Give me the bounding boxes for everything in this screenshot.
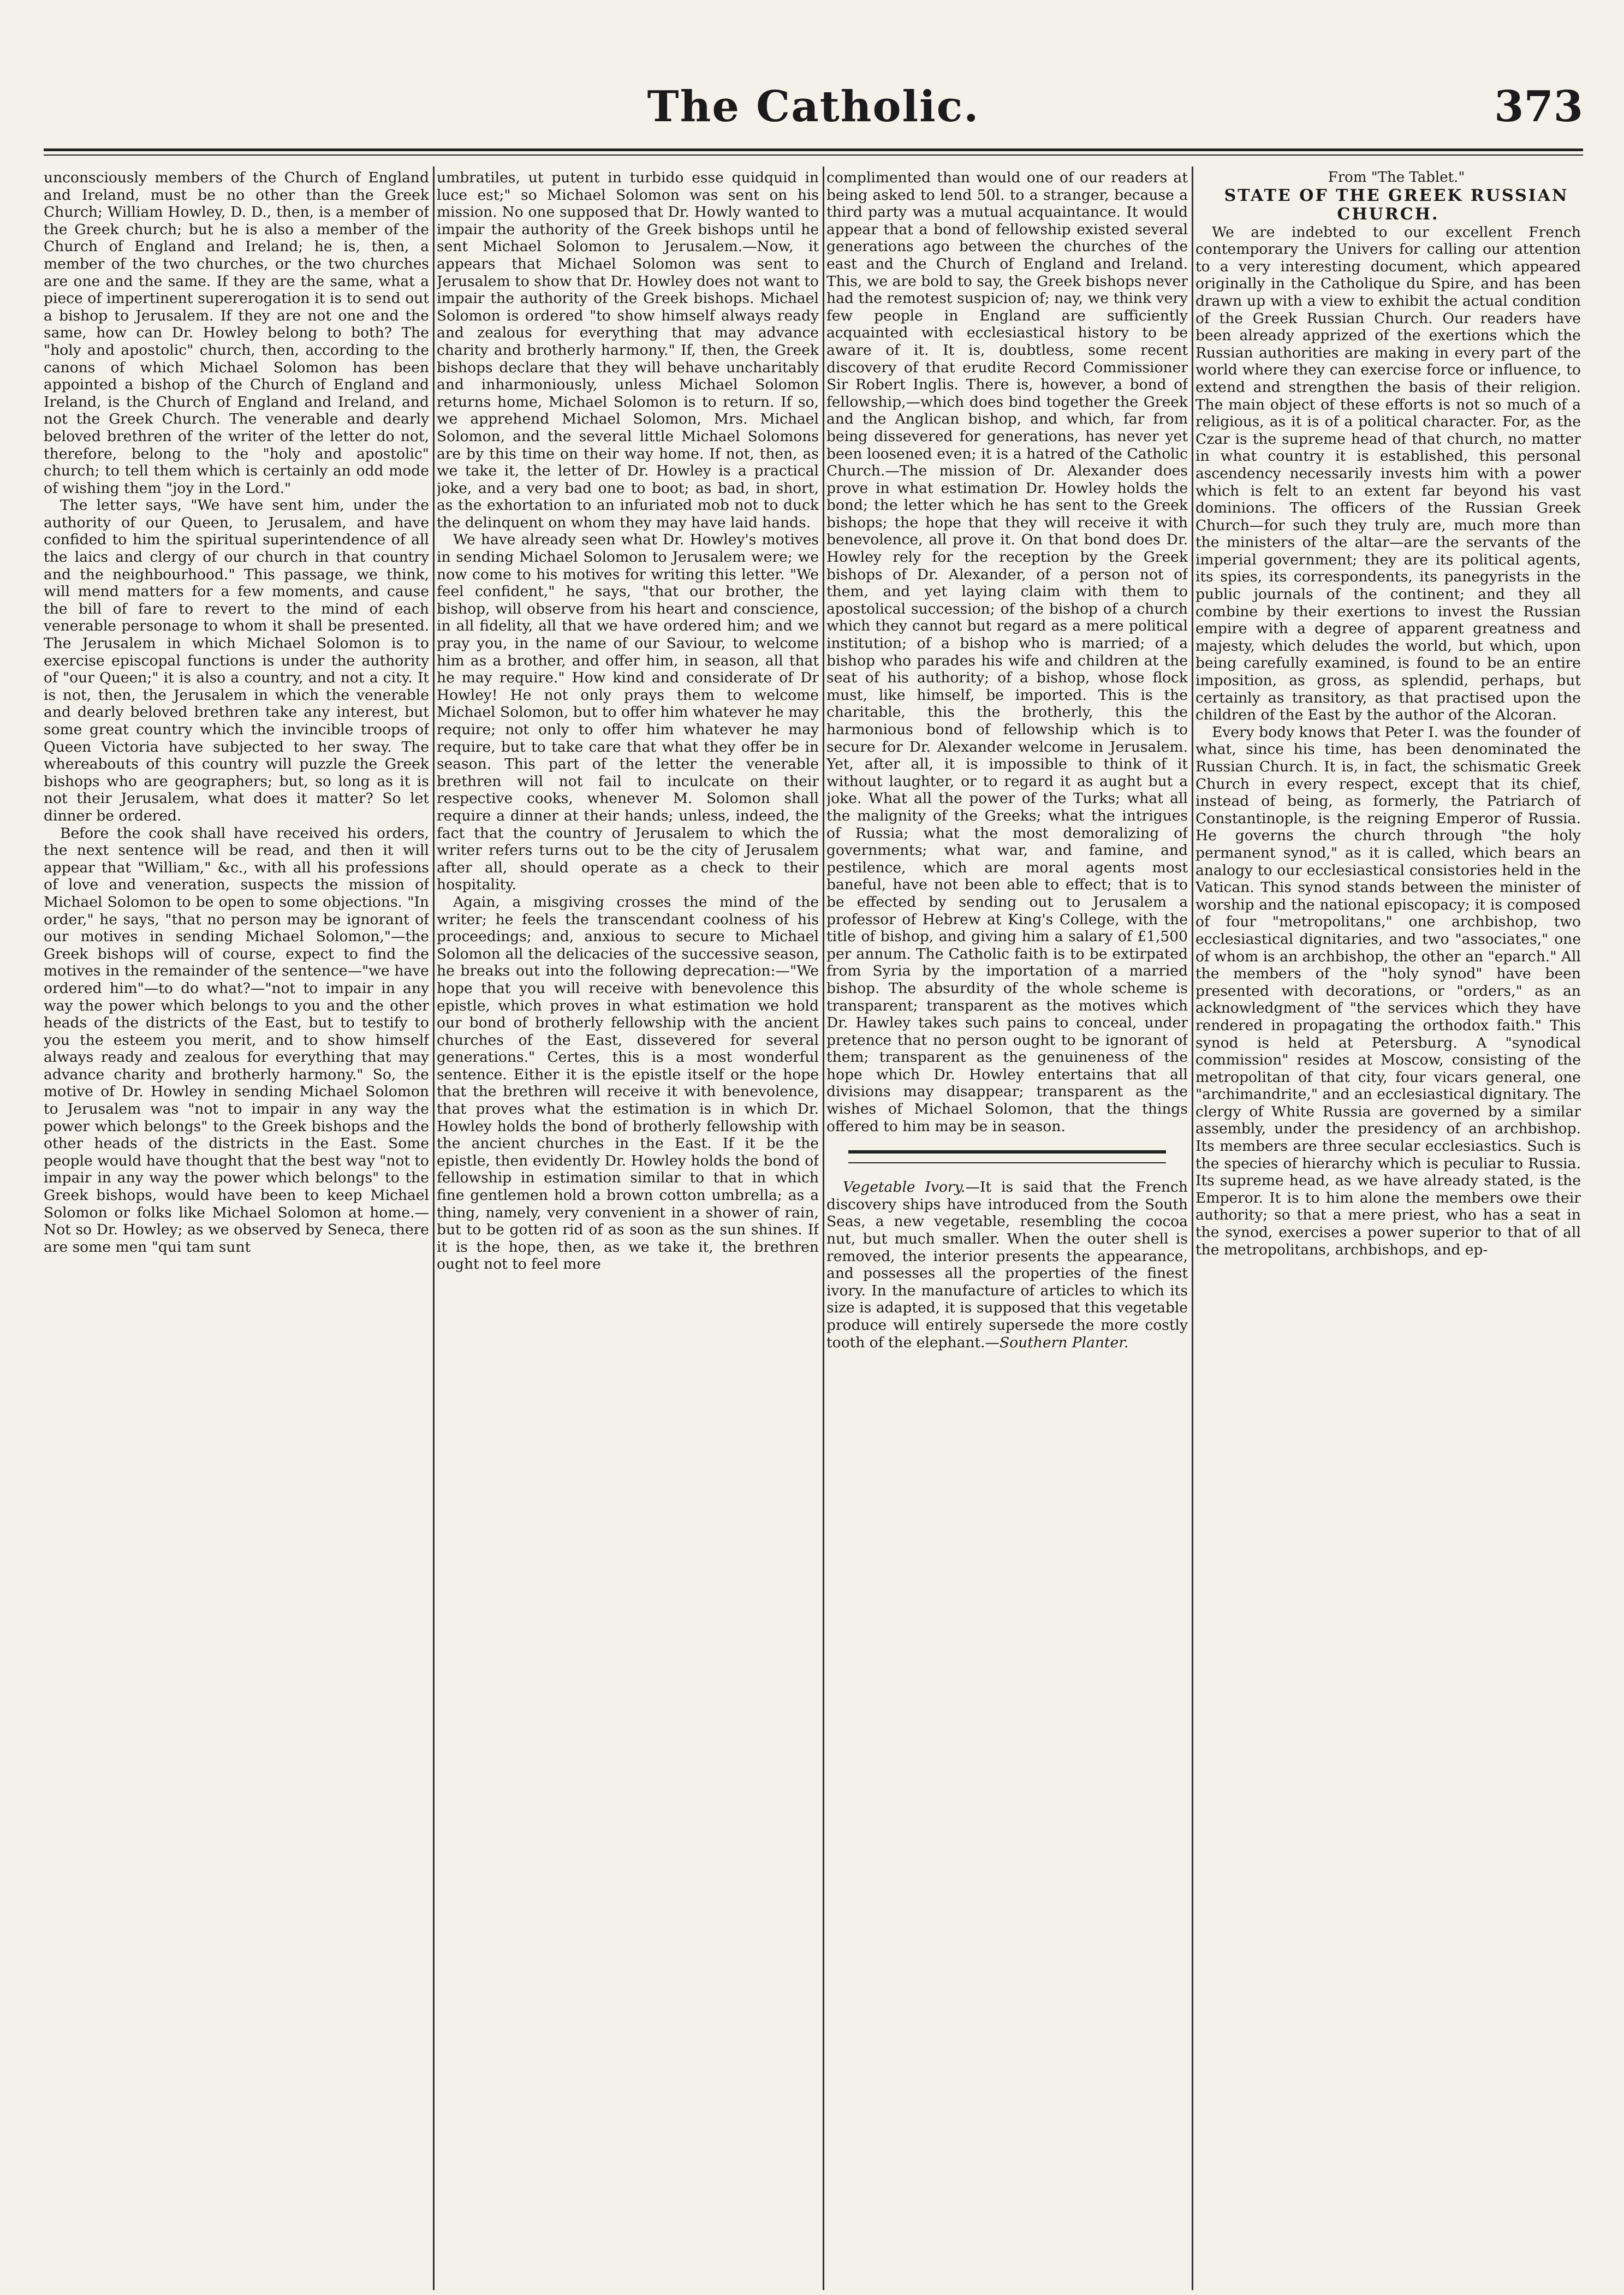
header-rule-thick	[44, 148, 1583, 151]
note-text: —It is said that the French discovery ships have introduced from the South Seas, a new vegetable, resembling the cocoa nut, but much smaller. When the outer shell is removed, the interior presents the appearance, and possesses all the properties of the finest ivory. In the manufacture of articles to which its size is adapted, it is supposed that this vegetable produce will entirely supersede the more costly tooth of the elephant.—	[826, 1179, 1188, 1351]
paragraph: The letter says, "We have sent him, under the authority of our Queen, to Jerusalem, and have confided to him the spiritual superintendence of all the laics and clergy of our church in that country and the neighbourhood." This passage, we think, will mend matters for a few moments, and cause the bill of fare to revert to the mind of each venerable personage to whom it shall be presented. The Jerusalem in which Michael Solomon is to exercise episcopal functions is under the authority of "our Queen;" it is also a country, and not a city. It is not, then, the Jerusalem in which the venerable and dearly beloved brethren take any interest, but some great country which the invincible troops of Queen Victoria have subjected to her sway. The whereabouts of this country will puzzle the Greek bishops who are geographers; but, so long as it is not their Jerusalem, what does it matter? So let dinner be ordered.	[44, 497, 429, 824]
page-number: 373	[1494, 82, 1583, 132]
paragraph: We are indebted to our excellent French contemporary the Univers for calling our attention to a very interesting document, which appeared originally in the Catholique du Spire, and has been drawn up with a view to exhibit the actual condition of the Greek Russian Church. Our readers have been already apprized of the exertions which the Russian authorities are making in every part of the world where they can exercise force or influence, to extend and strengthen the basis of their religion. The main object of these efforts is not so much of a religious, as it is of a political character. For, as the Czar is the supreme head of that church, no matter in what country it is established, this personal ascendency necessarily invests him with a power which is felt to an extent far beyond his vast dominions. The officers of the Russian Greek Church—for such they truly are, much more than the ministers of the altar—are the servants of the imperial government; they are its political agents, its spies, its correspondents, its panegyrists in the public journals of the continent; and they all combine by their exertions to invest the Russian empire with a degree of apparent greatness and majesty, which deludes the world, but which, upon being carefully examined, is found to be an entire imposition, as gross, as splendid, perhaps, but certainly as transitory, as that practised upon the children of the East by the author of the Alcoran.	[1195, 223, 1581, 724]
column-4	[1195, 169, 1581, 2287]
column-divider	[1192, 167, 1193, 2290]
paragraph: Before the cook shall have received his orders, the next sentence will be read, and then it will appear that "William," &c., with all his professions of love and veneration, suspects the mission of Michael Solomon to be open to some objections. "In order," he says, "that no person may be ignorant of our motives in sending Michael Solomon,"—the Greek bishops will of course, expect to find the motives in the remainder of the sentence—"we have ordered him"—to do what?—"not to impair in any way the power which belongs to you and the other heads of the districts of the East, but to testify to you the esteem you merit, and to show himself always ready and zealous for everything that may advance charity and brotherly harmony." So, the motive of Dr. Howley in sending Michael Solomon to Jerusalem was "not to impair in any way the power which belongs" to the Greek bishops and the other heads of the districts in the East. Some people would have thought that the best way "not to impair in any way the power which belongs" to the Greek bishops, would have been to keep Michael Solomon or folks like Michael Solomon at home.—Not so Dr. Howley; as we observed by Seneca, there are some men "qui tam sunt	[44, 824, 429, 1256]
paragraph: umbratiles, ut putent in turbido esse quidquid in luce est;" so Michael Solomon was sent on his mission. No one supposed that Dr. Howly wanted to impair the authority of the Greek bishops until he sent Michael Solomon to Jerusalem.—Now, it appears that Michael Solomon was sent to Jerusalem to show that Dr. Howley does not want to impair the authority of the Greek bishops. Michael Solomon is ordered "to show himself always ready and zealous for everything that may advance charity and brotherly harmony." If, then, the Greek bishops declare that they will behave uncharitably and inharmoniously, unless Michael Solomon returns home, Michael Solomon is to return. If so, we apprehend Michael Solomon, Mrs. Michael Solomon, and the several little Michael Solomons are by this time on their way home. If not, then, as we take it, the letter of Dr. Howley is a practical joke, and a very bad one to boot; as bad, in short, as the exhortation to an infuriated mob not to duck the delinquent on whom they may have laid hands.	[437, 169, 819, 531]
note-source: Southern Planter.	[1000, 1334, 1129, 1351]
header-rule-thin	[44, 154, 1583, 156]
paragraph: complimented than would one of our readers at being asked to lend 50l. to a stranger, because a third party was a mutual acquaintance. It would appear that a bond of fellowship existed several generations ago between the churches of the east and the Church of England and Ireland. This, we are bold to say, the Greek bishops never had the remotest suspicion of; nay, we think very few people in England are sufficiently acquainted with ecclesiastical history to be aware of it. It is, doubtless, some recent discovery of that erudite Record Commissioner Sir Robert Inglis. There is, however, a bond of fellowship,—which does bind together the Greek and the Anglican bishop, and which, far from being dissevered for generations, has never yet been loosened even; it is a hatred of the Catholic Church.—The mission of Dr. Alexander does prove in what estimation Dr. Howley holds the bond; the letter which he has sent to the Greek bishops; the hope that they will receive it with benevolence, all prove it. On that bond does Dr. Howley rely for the reception by the Greek bishops of Dr. Alexander, of a person not of them, and yet laying claim with them to apostolical succession; of the bishop of a church which they cannot but regard as a mere political institution; of a bishop who is married; of a bishop who parades his wife and children at the seat of his authority; of a bishop, whose flock must, like himself, be imported. This is the charitable, this the brotherly, this the harmonious bond of fellowship which is to secure for Dr. Alexander welcome in Jerusalem. Yet, after all, it is impossible to think of it without laughter, or to regard it as aught but a joke. What all the power of the Turks; what all the malignity of the Greeks; what the intrigues of Russia; what the most demoralizing of governments; what war, and famine, and pestilence, which are moral agents most baneful, have not been able to effect; that is to be effected by sending out to Jerusalem a professor of Hebrew at King's College, with the title of bishop, and giving him a salary of £1,500 per annum. The Catholic faith is to be extirpated from Syria by the importation of a married bishop. The absurdity of the whole scheme is transparent; transparent as the motives which Dr. Hawley takes such pains to conceal, under pretence that no person ought to be ignorant of them; transparent as the genuineness of the hope which Dr. Howley entertains that all divisions may disappear; transparent as the wishes of Michael Solomon, that the things offered to him may be in season.	[826, 169, 1188, 1135]
column-divider	[823, 167, 824, 2290]
article-credit: From "The Tablet."	[1328, 169, 1465, 186]
note-label: Vegetable Ivory.	[843, 1179, 966, 1196]
masthead-title: The Catholic.	[647, 82, 980, 132]
column-divider	[433, 167, 435, 2290]
paragraph: Again, a misgiving crosses the mind of the writer; he feels the transcendant coolness of his proceedings; and, anxious to secure to Michael Solomon all the delicacies of the successive season, he breaks out into the following deprecation:—"We hope that you will receive with benevolence this epistle, which proves in what estimation we hold our bond of brotherly fellowship with the ancient churches of the East, dissevered for several generations." Certes, this is a most wonderful sentence. Either it is the epistle itself or the hope that the brethren will receive it with benevolence, that proves what the estimation is in which Dr. Howley holds the bond of brotherly fellowship with the ancient churches in the East. If it be the epistle, then evidently Dr. Howley holds the bond of fellowship in estimation similar to that in which fine gentlemen hold a brown cotton umbrella; as a thing, namely, very convenient in a shower of rain, but to be gotten rid of as soon as the sun shines. If it is the hope, then, as we take it, the brethren ought not to feel more	[437, 893, 819, 1273]
note-paragraph	[826, 1179, 1188, 1351]
paragraph: unconsciously members of the Church of England and Ireland, must be no other than the Greek Church; William Howley, D. D., then, is a member of the Greek church; but he is also a member of the Church of England and Ireland; he is, then, a member of the two churches, or the two churches are one and the same. If they are the same, what a piece of impertinent supererogation it is to send out a bishop to Jerusalem. If they are not one and the same, how can Dr. Howley belong to both? The "holy and apostolic" church, then, according to the canons of which Michael Solomon has been appointed a bishop of the Church of England and Ireland, is the Church of England and Ireland, and not the Greek Church. The venerable and dearly beloved brethren of the writer of the letter do not, therefore, belong to the "holy and apostolic" church; to tell them which is certainly an odd mode of wishing them "joy in the Lord."	[44, 169, 429, 497]
section-separator	[848, 1150, 1166, 1163]
page-header	[44, 82, 1583, 142]
column-1	[44, 169, 429, 2287]
paragraph: We have already seen what Dr. Howley's motives in sending Michael Solomon to Jerusalem were; we now come to his motives for writing this letter. "We feel confident," he says, "that our brother, the bishop, will observe from his heart and conscience, in all fidelity, all that we have ordered him; and we pray you, in the name of our Saviour, to welcome him as a brother, and offer him, in season, all that he may require." How kind and considerate of Dr Howley! He not only prays them to welcome Michael Solomon, but to offer him whatever he may require; not only to offer him whatever he may require, but to take care that what they offer be in season. This part of the letter the venerable brethren will not fail to inculcate on their respective cooks, whenever M. Solomon shall require a dinner at their hands; unless, indeed, the fact that the country of Jerusalem to which the writer refers turns out to be the city of Jerusalem after all, should operate as a check to their hospitality.	[437, 531, 819, 894]
column-3	[826, 169, 1188, 2287]
article-title: STATE OF THE GREEK RUSSIAN CHURCH.	[1224, 186, 1569, 224]
column-2	[437, 169, 819, 2287]
paragraph: Every body knows that Peter I. was the founder of what, since his time, has been denominated the Russian Church. It is, in fact, the schismatic Greek Church in every respect, except that its chief, instead of being, as formerly, the Patriarch of Constantinople, is the reigning Emperor of Russia. He governs the church through "the holy permanent synod," as it is called, which bears an analogy to our ecclesiastical consistories held in the Vatican. This synod stands between the minister of worship and the national episcopacy; it is composed of four "metropolitans," one archbishop, two ecclesiastical dignitaries, and two "associates," one of whom is an archbishop, the other an "eparch." All the members of the "holy synod" have been presented with decorations, or "orders," as an acknowledgment of "the services which they have rendered in propagating the orthodox faith." This synod is held at Petersburg. A "synodical commission" resides at Moscow, consisting of the metropolitan of that city, four vicars general, one "archimandrite," and an ecclesiastical dignitary. The clergy of White Russia are governed by a similar assembly, under the presidency of an archbishop. Its members are three secular ecclesiastics. Such is the species of hierarchy which is peculiar to Russia. Its supreme head, as we have already stated, is the Emperor. It is to him alone the members owe their authority; so that a mere priest, who has a seat in the synod, exercises a power superior to that of all the metropolitans, archbishops, and ep-	[1195, 723, 1581, 1258]
